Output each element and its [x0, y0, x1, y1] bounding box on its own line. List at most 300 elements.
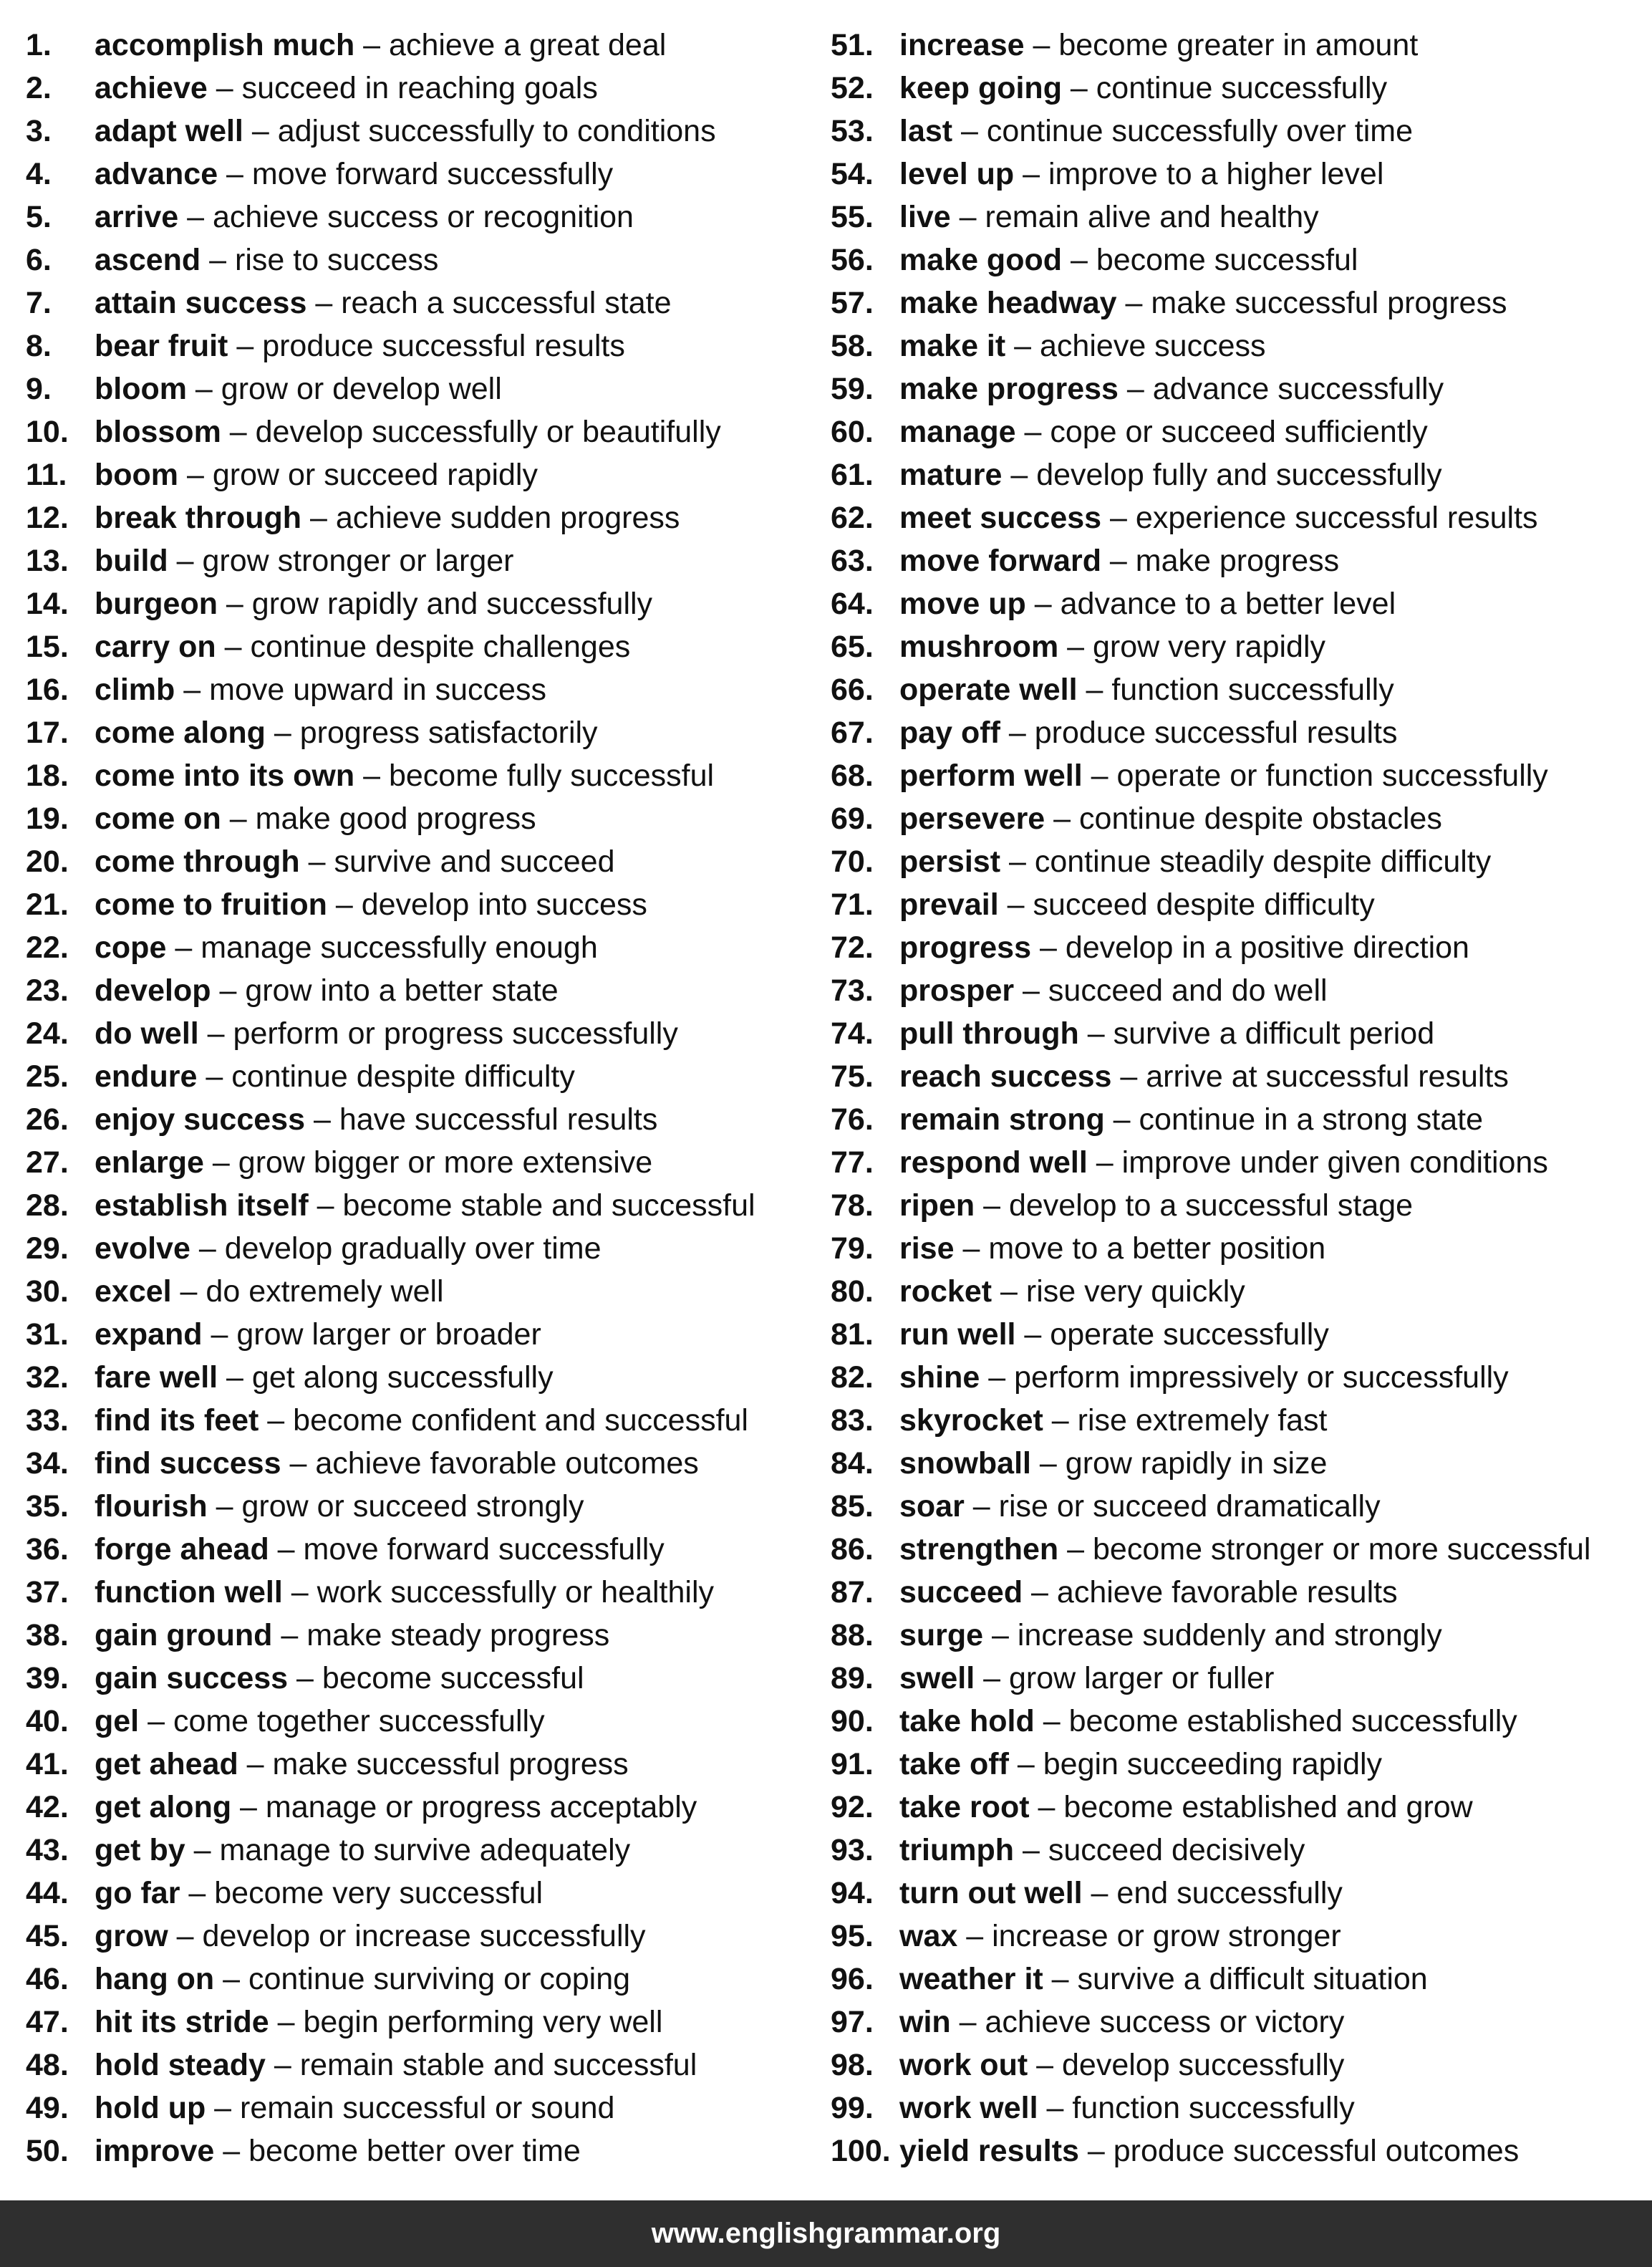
item-definition: become greater in amount — [1058, 28, 1419, 62]
item-number: 41. — [26, 1747, 69, 1781]
item-word: bloom — [95, 372, 187, 406]
item-text — [899, 1829, 1305, 1872]
item-word: flourish — [95, 1489, 208, 1524]
item-number: 67. — [831, 716, 874, 750]
footer-url[interactable]: www.englishgrammar.org — [651, 2218, 1001, 2249]
item-separator: – — [1023, 1575, 1057, 1609]
item-word: advance — [95, 157, 218, 191]
list-item — [831, 1055, 1647, 1098]
list-item — [26, 1872, 821, 1915]
list-item — [831, 1915, 1647, 1958]
item-text — [95, 969, 559, 1012]
list-item — [831, 1184, 1647, 1227]
item-text — [95, 281, 672, 324]
list-item — [831, 1958, 1647, 2001]
item-text — [899, 324, 1266, 367]
item-definition: move upward in success — [209, 673, 546, 707]
footer-bar — [0, 2200, 1652, 2267]
item-number: 89. — [831, 1661, 874, 1695]
item-number: 15. — [26, 630, 69, 664]
item-text — [899, 1786, 1473, 1829]
item-definition: achieve success — [1040, 329, 1266, 363]
item-separator: – — [1045, 802, 1080, 836]
item-text — [899, 281, 1507, 324]
item-text — [95, 110, 716, 153]
item-definition: make good progress — [255, 802, 536, 836]
item-word: shine — [899, 1360, 980, 1395]
item-word: operate well — [899, 673, 1078, 707]
item-word: climb — [95, 673, 175, 707]
item-text — [899, 1958, 1428, 2001]
item-separator: – — [950, 200, 985, 234]
item-definition: begin performing very well — [303, 2005, 663, 2039]
item-definition: function successfully — [1072, 2091, 1355, 2125]
item-definition: advance to a better level — [1060, 587, 1396, 621]
item-word: work well — [899, 2091, 1038, 2125]
item-word: succeed — [899, 1575, 1023, 1609]
list-item — [26, 1657, 821, 1700]
item-separator: – — [1030, 1446, 1066, 1481]
item-word: evolve — [95, 1231, 190, 1266]
item-separator: – — [214, 2134, 249, 2168]
list-item — [26, 797, 821, 840]
list-item — [831, 1442, 1647, 1485]
item-definition: achieve success or recognition — [212, 200, 634, 234]
item-number: 52. — [831, 71, 874, 105]
item-definition: make steady progress — [306, 1618, 610, 1652]
item-separator: – — [214, 1962, 249, 1996]
list-item — [831, 1614, 1647, 1657]
item-number: 97. — [831, 2005, 874, 2039]
item-word: excel — [95, 1274, 172, 1309]
item-separator: – — [180, 1876, 215, 1910]
item-number: 82. — [831, 1360, 874, 1395]
item-separator: – — [354, 759, 389, 793]
item-separator: – — [218, 1360, 252, 1395]
item-text — [95, 1743, 629, 1786]
item-word: attain success — [95, 286, 307, 320]
item-number: 56. — [831, 243, 874, 277]
item-text — [899, 2129, 1519, 2172]
item-separator: – — [301, 501, 336, 535]
item-definition: improve to a higher level — [1048, 157, 1384, 191]
item-definition: manage successfully enough — [201, 930, 598, 965]
item-text — [899, 1657, 1274, 1700]
item-word: boom — [95, 458, 179, 492]
item-number: 54. — [831, 157, 874, 191]
list-item — [26, 67, 821, 110]
item-definition: end successfully — [1116, 1876, 1343, 1910]
item-number: 22. — [26, 930, 69, 965]
item-separator: – — [288, 1661, 322, 1695]
item-text — [95, 1442, 699, 1485]
item-separator: – — [265, 716, 300, 750]
list-item — [26, 2129, 821, 2172]
list-item — [831, 883, 1647, 926]
list-item — [26, 1915, 821, 1958]
item-word: burgeon — [95, 587, 218, 621]
item-number: 81. — [831, 1317, 874, 1352]
item-text — [95, 410, 721, 453]
item-word: adapt well — [95, 114, 243, 148]
list-item — [26, 496, 821, 539]
item-word: come to fruition — [95, 887, 327, 922]
item-number: 85. — [831, 1489, 874, 1524]
item-definition: continue despite challenges — [250, 630, 631, 664]
list-item — [26, 1399, 821, 1442]
item-separator: – — [207, 71, 242, 105]
item-text — [95, 1098, 657, 1141]
item-text — [95, 2044, 697, 2086]
item-number: 64. — [831, 587, 874, 621]
item-number: 58. — [831, 329, 874, 363]
item-separator: – — [975, 1188, 1009, 1223]
list-item — [26, 1743, 821, 1786]
item-word: hold up — [95, 2091, 206, 2125]
list-item — [831, 754, 1647, 797]
item-text — [899, 1872, 1343, 1915]
item-separator: – — [1025, 587, 1061, 621]
item-definition: become confident and successful — [293, 1403, 748, 1438]
item-separator: – — [221, 802, 256, 836]
item-separator: – — [1058, 1532, 1093, 1566]
list-item — [831, 1012, 1647, 1055]
item-definition: continue successfully over time — [986, 114, 1414, 148]
item-definition: survive and succeed — [334, 844, 615, 879]
item-definition: produce successful results — [262, 329, 625, 363]
item-definition: grow or succeed strongly — [241, 1489, 584, 1524]
item-word: make progress — [899, 372, 1119, 406]
item-separator: – — [1111, 1059, 1146, 1094]
list-item — [831, 1399, 1647, 1442]
item-number: 24. — [26, 1016, 69, 1051]
item-number: 44. — [26, 1876, 69, 1910]
item-separator: – — [281, 1446, 316, 1481]
item-definition: develop to a successful stage — [1008, 1188, 1414, 1223]
item-number: 49. — [26, 2091, 69, 2125]
item-text — [899, 1442, 1327, 1485]
item-separator: – — [178, 200, 213, 234]
item-word: take hold — [899, 1704, 1035, 1738]
item-word: strengthen — [899, 1532, 1059, 1566]
list-item — [831, 1528, 1647, 1571]
item-text — [95, 67, 598, 110]
item-text — [95, 1786, 697, 1829]
item-definition: function successfully — [1111, 673, 1394, 707]
list-item — [26, 926, 821, 969]
item-text — [95, 1571, 714, 1614]
item-separator: – — [1038, 2091, 1073, 2125]
item-number: 36. — [26, 1532, 69, 1566]
item-number: 18. — [26, 759, 69, 793]
item-number: 87. — [831, 1575, 874, 1609]
item-separator: – — [957, 1919, 992, 1953]
item-text — [95, 1958, 630, 2001]
item-definition: become stable and successful — [342, 1188, 755, 1223]
item-text — [899, 883, 1375, 926]
item-word: increase — [899, 28, 1025, 62]
list-item — [831, 668, 1647, 711]
item-definition: manage to survive adequately — [219, 1833, 631, 1867]
item-separator: – — [1000, 844, 1035, 879]
item-text — [899, 1571, 1398, 1614]
list-item — [831, 367, 1647, 410]
item-text — [899, 1270, 1245, 1313]
item-number: 59. — [831, 372, 874, 406]
item-separator: – — [1104, 1102, 1139, 1137]
item-separator: – — [1043, 1403, 1078, 1438]
item-separator: – — [202, 1317, 237, 1352]
item-text — [899, 1356, 1509, 1399]
word-list-right-column — [831, 24, 1647, 2172]
item-text — [95, 1356, 554, 1399]
list-item — [831, 281, 1647, 324]
item-separator: – — [1043, 1962, 1078, 1996]
list-item — [26, 153, 821, 196]
item-definition: produce successful results — [1034, 716, 1398, 750]
item-definition: achieve a great deal — [389, 28, 667, 62]
item-word: establish itself — [95, 1188, 309, 1223]
list-item — [26, 668, 821, 711]
list-item — [831, 1227, 1647, 1270]
item-word: bear fruit — [95, 329, 228, 363]
item-separator: – — [269, 2005, 304, 2039]
item-separator: – — [1058, 630, 1093, 664]
item-number: 74. — [831, 1016, 874, 1051]
item-word: develop — [95, 973, 211, 1008]
item-text — [95, 711, 598, 754]
item-definition: grow stronger or larger — [202, 544, 514, 578]
item-word: weather it — [899, 1962, 1043, 1996]
list-item — [831, 2129, 1647, 2172]
item-text — [899, 1227, 1325, 1270]
item-text — [899, 367, 1444, 410]
item-text — [95, 797, 536, 840]
item-text — [899, 196, 1319, 239]
list-item — [26, 1098, 821, 1141]
item-definition: grow very rapidly — [1093, 630, 1325, 664]
item-word: hit its stride — [95, 2005, 269, 2039]
item-number: 75. — [831, 1059, 874, 1094]
item-definition: increase or grow stronger — [992, 1919, 1341, 1953]
item-number: 92. — [831, 1790, 874, 1824]
item-number: 88. — [831, 1618, 874, 1652]
item-number: 17. — [26, 716, 69, 750]
item-number: 65. — [831, 630, 874, 664]
item-text — [899, 1528, 1590, 1571]
item-separator: – — [168, 544, 203, 578]
item-definition: make progress — [1135, 544, 1340, 578]
item-number: 9. — [26, 372, 52, 406]
item-definition: achieve favorable outcomes — [315, 1446, 699, 1481]
item-definition: make successful progress — [272, 1747, 629, 1781]
item-text — [95, 1915, 646, 1958]
item-definition: become established and grow — [1063, 1790, 1473, 1824]
item-text — [899, 2001, 1344, 2044]
item-separator: – — [964, 1489, 999, 1524]
list-item — [26, 367, 821, 410]
item-word: hold steady — [95, 2048, 266, 2082]
item-word: take off — [899, 1747, 1009, 1781]
item-word: prevail — [899, 887, 999, 922]
item-text — [95, 1055, 575, 1098]
item-separator: – — [197, 1059, 232, 1094]
item-word: break through — [95, 501, 302, 535]
item-text — [899, 1399, 1328, 1442]
item-text — [899, 1485, 1381, 1528]
item-definition: grow larger or broader — [236, 1317, 541, 1352]
item-number: 99. — [831, 2091, 874, 2125]
list-item — [26, 582, 821, 625]
item-word: mushroom — [899, 630, 1059, 664]
item-definition: grow rapidly and successfully — [251, 587, 653, 621]
item-word: find success — [95, 1446, 281, 1481]
item-separator: – — [243, 114, 278, 148]
list-item — [26, 1614, 821, 1657]
item-text — [899, 1614, 1442, 1657]
item-text — [95, 2086, 614, 2129]
item-number: 60. — [831, 415, 874, 449]
item-separator: – — [282, 1575, 317, 1609]
item-text — [95, 1399, 748, 1442]
item-word: ripen — [899, 1188, 975, 1223]
item-word: come along — [95, 716, 266, 750]
item-word: carry on — [95, 630, 216, 664]
item-definition: adjust successfully to conditions — [277, 114, 716, 148]
item-separator: – — [259, 1403, 294, 1438]
item-separator: – — [171, 1274, 206, 1309]
item-number: 93. — [831, 1833, 874, 1867]
item-text — [95, 1700, 545, 1743]
item-number: 66. — [831, 673, 874, 707]
item-definition: do extremely well — [206, 1274, 444, 1309]
list-item — [26, 625, 821, 668]
item-word: fare well — [95, 1360, 218, 1395]
item-number: 29. — [26, 1231, 69, 1266]
list-item — [26, 2044, 821, 2086]
item-number: 95. — [831, 1919, 874, 1953]
item-separator: – — [1008, 1747, 1043, 1781]
item-number: 79. — [831, 1231, 874, 1266]
list-item — [26, 1485, 821, 1528]
list-item — [831, 1141, 1647, 1184]
item-definition: become stronger or more successful — [1093, 1532, 1591, 1566]
item-separator: – — [216, 630, 251, 664]
item-word: pay off — [899, 716, 1000, 750]
item-text — [95, 1012, 678, 1055]
item-number: 46. — [26, 1962, 69, 1996]
item-word: reach success — [899, 1059, 1112, 1094]
item-text — [95, 1485, 584, 1528]
item-definition: rise very quickly — [1025, 1274, 1245, 1309]
item-separator: – — [952, 114, 987, 148]
item-separator: – — [1029, 1790, 1064, 1824]
item-word: function well — [95, 1575, 283, 1609]
item-separator: – — [211, 973, 246, 1008]
item-separator: – — [1014, 973, 1048, 1008]
item-number: 32. — [26, 1360, 69, 1395]
item-text — [899, 1700, 1517, 1743]
list-item — [26, 1571, 821, 1614]
item-word: gain success — [95, 1661, 289, 1695]
list-item — [831, 625, 1647, 668]
item-word: mature — [899, 458, 1003, 492]
list-item — [26, 453, 821, 496]
list-item — [831, 110, 1647, 153]
list-item — [831, 539, 1647, 582]
item-number: 91. — [831, 1747, 874, 1781]
item-text — [95, 196, 634, 239]
item-number: 34. — [26, 1446, 69, 1481]
list-item — [831, 1571, 1647, 1614]
item-word: persist — [899, 844, 1001, 879]
item-number: 53. — [831, 114, 874, 148]
list-item — [26, 754, 821, 797]
item-separator: – — [1078, 1016, 1114, 1051]
item-separator: – — [265, 2048, 300, 2082]
item-number: 94. — [831, 1876, 874, 1910]
item-definition: become established successfully — [1068, 1704, 1517, 1738]
item-definition: rise extremely fast — [1077, 1403, 1328, 1438]
item-definition: increase suddenly and strongly — [1017, 1618, 1442, 1652]
list-item — [26, 883, 821, 926]
list-item — [831, 1700, 1647, 1743]
item-text — [899, 410, 1428, 453]
item-word: enlarge — [95, 1145, 204, 1180]
item-definition: experience successful results — [1135, 501, 1538, 535]
item-text — [899, 2086, 1355, 2129]
item-separator: – — [327, 887, 362, 922]
item-separator: – — [272, 1618, 307, 1652]
item-definition: develop into success — [361, 887, 647, 922]
item-number: 73. — [831, 973, 874, 1008]
item-separator: – — [1061, 71, 1096, 105]
item-definition: operate successfully — [1050, 1317, 1329, 1352]
item-text — [899, 24, 1418, 67]
list-item — [831, 67, 1647, 110]
item-separator: – — [992, 1274, 1026, 1309]
item-separator: – — [305, 1102, 339, 1137]
item-definition: become better over time — [248, 2134, 581, 2168]
item-word: ascend — [95, 243, 201, 277]
item-word: move forward — [899, 544, 1101, 578]
item-word: soar — [899, 1489, 965, 1524]
item-definition: remain alive and healthy — [985, 200, 1319, 234]
list-item — [831, 2044, 1647, 2086]
item-text — [899, 797, 1442, 840]
item-word: cope — [95, 930, 167, 965]
item-number: 96. — [831, 1962, 874, 1996]
item-definition: improve under given conditions — [1121, 1145, 1548, 1180]
item-text — [899, 1012, 1434, 1055]
item-number: 100. — [831, 2134, 891, 2168]
list-item — [26, 281, 821, 324]
list-item — [831, 1743, 1647, 1786]
item-word: rise — [899, 1231, 955, 1266]
item-text — [899, 1743, 1382, 1786]
list-item — [26, 239, 821, 281]
item-word: remain strong — [899, 1102, 1105, 1137]
list-item — [831, 1270, 1647, 1313]
item-text — [899, 711, 1397, 754]
item-text — [95, 239, 438, 281]
list-item — [831, 1098, 1647, 1141]
item-number: 98. — [831, 2048, 874, 2082]
item-definition: begin succeeding rapidly — [1043, 1747, 1383, 1781]
item-definition: become fully successful — [388, 759, 715, 793]
item-separator: – — [1116, 286, 1151, 320]
item-number: 62. — [831, 501, 874, 535]
